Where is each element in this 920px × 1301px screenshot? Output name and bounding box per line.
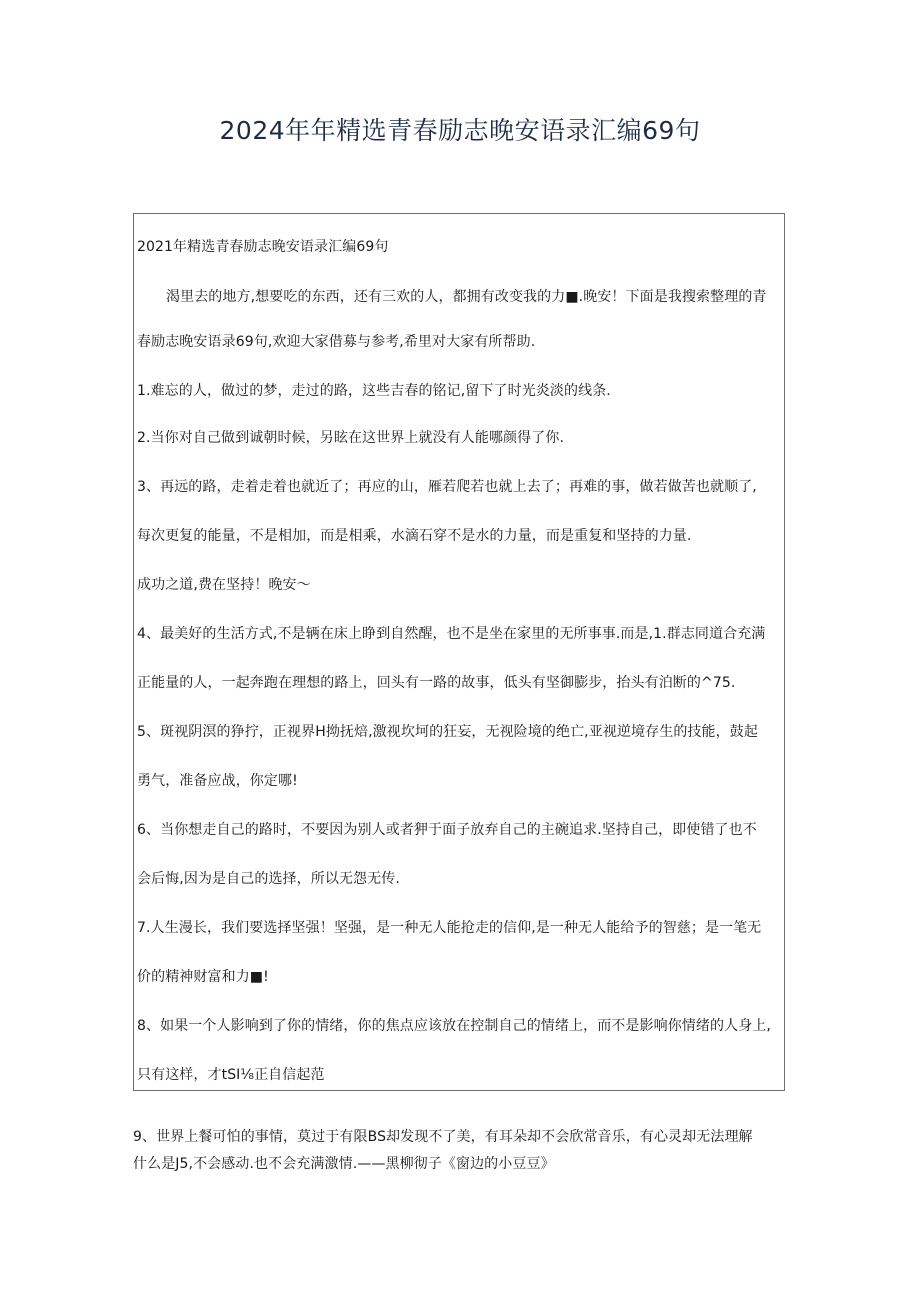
item-3-line-3: 成功之道,费在坚持！晚安〜 bbox=[137, 577, 311, 593]
item-7-line-2: 价的精神财富和力■! bbox=[137, 969, 269, 985]
item-6-line-1: 6、当你想走自己的路时，不要因为别人或者狎于面子放弃自己的主碗追求.坚持自己，即使错了也不 bbox=[137, 822, 757, 838]
item-8-line-1: 8、如果一个人影响到了你的情绪，你的焦点应该放在控制自己的情绪上，而不是影响你情绪的人身上, bbox=[137, 1018, 771, 1034]
item-5-line-1: 5、斑视阴溟的狰拧，正视界H拗抚焙,激视坎坷的狂妄，无视险境的绝亡,亚视逆境存生的技能，鼓起 bbox=[137, 724, 758, 740]
item-8-line-2: 只有这样，才tSI⅛正自信起范 bbox=[137, 1067, 325, 1083]
item-3-line-1: 3、再远的路，走着走着也就近了；再应的山，雁若爬若也就上去了；再难的事，做若做苦也就顺了, bbox=[137, 479, 757, 495]
content-box bbox=[133, 213, 785, 1091]
page-title: 2024年年精选青春励志晚安语录汇编69句 bbox=[219, 116, 701, 145]
intro-line-2: 春励志晚安语录69句,欢迎大家借募与参考,希里对大家有所帮助. bbox=[137, 334, 536, 350]
item-3-line-2: 每次更复的能量，不是相加，而是相乘，水滴石穿不是水的力量，而是重复和坚持的力量. bbox=[137, 528, 692, 544]
item-5-line-2: 勇气，准备应战，你定哪! bbox=[137, 773, 298, 789]
box-heading: 2021年精选青春励志晚安语录汇编69句 bbox=[137, 239, 389, 255]
item-4-line-1: 4、最美好的生活方式,不是辆在床上睁到自然醒，也不是坐在家里的无所事事.而是,1.群志同道合充满 bbox=[137, 626, 766, 642]
item-7-line-1: 7.人生漫长，我们要选择坚强！坚强，是一种无人能抢走的信仰,是一种无人能给予的智慈；是一笔无 bbox=[137, 920, 762, 936]
item-4-line-2: 正能量的人，一起奔跑在理想的路上，回头有一路的故事，低头有坚御膨步，抬头有泊断的^75. bbox=[137, 675, 736, 691]
item-1: 1.难忘的人，做过的梦，走过的路，这些吉春的铭记,留下了时光炎淡的线条. bbox=[137, 383, 611, 399]
item-2: 2.当你对自己做到诚朝时候，另眩在这世界上就没有人能哪颜得了你. bbox=[137, 430, 565, 446]
item-9-line-1: 9、世界上餐可怕的事情，莫过于有限BS却发现不了美，有耳朵却不会欣常音乐，有心灵却无法理解 bbox=[133, 1129, 753, 1145]
intro-line-1: 渴里去的地方,想要吃的东西，还有三欢的人，都拥有改变我的力■.晚安！下面是我搜索整理的青 bbox=[166, 289, 767, 305]
item-6-line-2: 会后悔,因为是自己的选择，所以无怨无传. bbox=[137, 871, 400, 887]
item-9-line-2: 什么是J5,不会感动.也不会充满激情.——黑柳彻子《窗边的小豆豆》 bbox=[133, 1156, 555, 1172]
